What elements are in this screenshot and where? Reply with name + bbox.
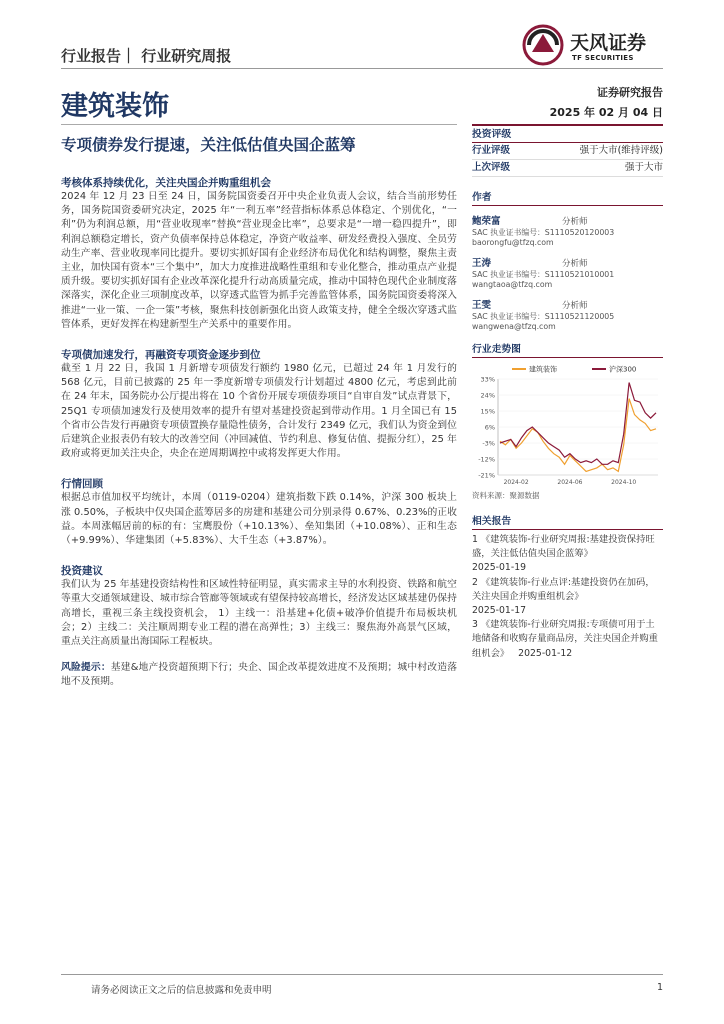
company-logo [520,22,664,70]
y-tick-label: 33% [480,375,495,384]
related-report-date: 2025-01-17 [472,605,527,617]
legend-label: 建筑装饰 [529,365,557,374]
y-tick-label: 15% [480,407,495,416]
section-investment-advice [61,564,457,649]
author-role: 分析师 [562,217,588,227]
logo-mark-icon [520,22,566,68]
author-entry [472,251,663,290]
footer-disclaimer: 请务必阅读正文之后的信息披露和免责申明 [91,985,272,996]
author-email[interactable]: wangtaoa@tfzq.com [472,280,553,289]
logo-english: TF SECURITIES [572,54,634,62]
risk-text: 基建&地产投资超预期下行；央企、国企改革提效进度不及预期；城中村改造落地不及预期。 [61,662,458,688]
report-type: 行业报告｜ 行业研究周报 [61,47,232,65]
rating-value: 强于大市 [624,162,663,173]
related-report-title: 3 《建筑装饰-行业研究周报:专项债可用于土地储备和收购存量商品房，关注央国企并购重组机会》 [472,619,658,659]
y-tick-label: -3% [482,439,495,448]
x-tick-label: 2024-02 [503,479,529,486]
author-name: 鲍荣富 [472,216,501,227]
related-report-date: 2025-01-19 [472,562,527,574]
related-report-link[interactable] [472,576,663,619]
related-report-link[interactable] [472,618,663,661]
trend-chart-svg [472,363,663,488]
author-sac: SAC 执业证书编号：S1110521120005 [472,312,615,321]
section-title: 行情回顾 [61,478,103,491]
author-sac: SAC 执业证书编号：S1110521010001 [472,270,615,279]
x-tick-label: 2024-10 [611,479,637,486]
authors-box [472,189,663,335]
author-email[interactable]: baorongfu@tfzq.com [472,238,554,247]
related-report-title: 1 《建筑装饰-行业研究周报:基建投资保持旺盛，关注低估值央国企蓝筹》 [472,534,655,560]
author-role: 分析师 [562,259,588,269]
section-body: 2024 年 12 月 23 日至 24 日，国务院国资委召开中央企业负责人会议，结合当前形势任务，国务院国资委研究决定，2025 年“一利五率”经营指标体系总体稳定、个别优化，“一利”仍为利润总额，用“营业收现率”替换“营业现金比率”，总要求是“一增一稳四提升”，即利润总额稳定增长，资产负债率保持总体稳定，净资产收益率、研发经费投入强度、全员劳动生产率、营业收现率同比提升。要切实抓好国有企业经济布局优化和结构调整，聚焦主责主业，加快国有资本“三个集中”，加大力度推进战略性重组和专业化整合，推动重点产业提质升级。要切实抓好国有企业改革深化提升行动高质量完成，推动中国特色现代企业制度落深落实，深化企业三项制度改革，以穿透式监管为抓手完善监管体系，国务院国资委将深入推进“一业一策、一企一策”考核，聚焦科技创新强化出资人政策支持，健全全级次穿透式监管体系，更好发挥在构建新型生产关系中的重要作用。 [61,191,457,330]
rating-row [472,160,663,177]
logo-name: 天风证券 [570,32,647,54]
page-number: 1 [656,982,663,993]
author-sac: SAC 执业证书编号：S1110520120003 [472,228,615,237]
related-report-date: 2025-01-12 [518,647,573,659]
trend-chart [472,363,663,488]
rating-key: 行业评级 [472,145,511,156]
author-email[interactable]: wangwena@tfzq.com [472,322,556,331]
related-list [472,533,663,661]
report-kind: 证券研究报告 [597,86,663,99]
related-report-link[interactable] [472,533,663,576]
rating-heading: 投资评级 [472,126,663,143]
headline: 专项债券发行提速，关注低估值央国企蓝筹 [61,136,356,154]
industry-title: 建筑装饰 [61,91,169,122]
related-box [472,513,663,661]
section-assessment [61,176,457,332]
x-tick-label: 2024-06 [557,479,583,486]
section-special-bonds [61,348,457,461]
section-body: 截至 1 月 22 日，我国 1 月新增专项债发行额约 1980 亿元，已超过 24 年 1 月发行的 568 亿元，目前已披露的 25 年一季度新增专项债发行计划超过 4800 亿元，考虑到此前在 24 年末，国务院办公厅提出将在 10 个省份开展专项债券项目“自审自发”试点背景下，25Q1 专项债加速发行及使用效率的提升有望对基建投资起到带动作用。1 月全国已有 15 个省市公告发行再融资专项债置换存量隐性债务，合计发行 2349 亿元，我们认为资金到位后建筑企业报表仍有较大的改善空间（冲回减值、节约利息、修复估值、提振分红），25 年政府或将更加关注央企，央企在逆周期调控中或将发挥更大作用。 [61,363,457,460]
authors-heading: 作者 [472,189,663,206]
risk-label: 风险提示： [61,662,111,674]
main-column [61,176,457,690]
footer-divider [61,974,663,975]
y-tick-label: 6% [484,423,495,432]
legend-label: 沪深300 [609,365,637,374]
risk-warning [61,661,457,689]
related-heading: 相关报告 [472,513,663,530]
y-tick-label: 24% [480,391,495,400]
section-title: 投资建议 [61,565,103,578]
title-divider [61,124,457,125]
rating-row [472,143,663,160]
trend-heading-box [472,341,663,358]
chart-source: 资料来源：聚源数据 [472,491,540,500]
y-tick-label: -12% [478,455,495,464]
section-title: 考核体系持续优化，关注央国企并购重组机会 [61,177,271,189]
author-role: 分析师 [562,301,588,311]
rating-value: 强于大市(维持评级) [579,145,663,156]
report-date: 2025 年 02 月 04 日 [549,106,663,119]
author-entry [472,293,663,332]
trend-heading: 行业走势图 [472,341,663,358]
related-report-title: 2 《建筑装饰-行业点评:基建投资仍在加码，关注央国企并购重组机会》 [472,576,655,602]
rating-box [472,126,663,177]
section-body: 我们认为 25 年基建投资结构性和区域性特征明显，真实需求主导的水利投资、铁路和航空等重大交通领域建设、城市综合管廊等领域或有望保持较高增长，经济发达区域基建仍保持高增长，重视三条主线投资机会， 1）主线一：沿基建+化债+破净价值提升布局板块机会；2）主线二：关注顺周期专业工程的潜在高弹性；3）主线三：聚焦海外高景气区域，重点关注高质量出海国际工程板块。 [61,579,457,648]
author-entry [472,209,663,248]
section-title: 专项债加速发行，再融资专项资金逐步到位 [61,349,261,362]
rating-key: 上次评级 [472,162,511,173]
section-body: 根据总市值加权平均统计，本周（0119-0204）建筑指数下跌 0.14%，沪深 300 板块上涨 0.50%，子板块中仅央国企蓝筹居多的房建和基建公司分别录得 0.67%、0.23%的正收益。本周涨幅居前的标的有：宝鹰股份（+10.13%）、垒知集团（+10.08%）、正和生态（+9.99%）、华建集团（+5.83%）、大千生态（+3.87%）。 [61,492,457,547]
section-market-review [61,477,457,548]
author-name: 王雯 [472,300,492,311]
y-tick-label: -21% [478,471,495,480]
author-name: 王涛 [472,258,492,269]
header-divider [61,68,663,69]
